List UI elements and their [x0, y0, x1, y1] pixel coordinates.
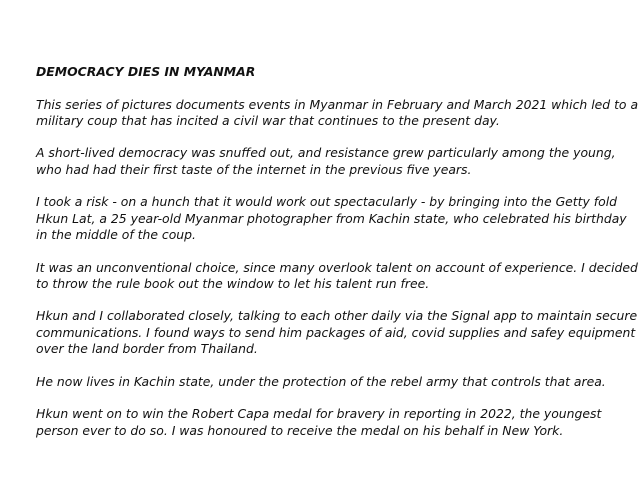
- paragraph-line: who had had their first taste of the internet in the previous five years.: [36, 161, 472, 177]
- paragraph-line: He now lives in Kachin state, under the protection of the rebel army that controls that area.: [36, 373, 606, 389]
- paragraph-line: Hkun went on to win the Robert Capa medal for bravery in reporting in 2022, the youngest: [36, 406, 602, 422]
- paragraph-line: It was an unconventional choice, since many overlook talent on account of experience. I decided: [36, 259, 638, 275]
- paragraph-line: communications. I found ways to send him packages of aid, covid supplies and safey equipment: [36, 324, 636, 340]
- paragraph-intro: [36, 97, 640, 130]
- paragraph-democracy: [36, 145, 640, 178]
- paragraph-choice: [36, 260, 640, 293]
- paragraph-line: person ever to do so. I was honoured to receive the medal on his behalf in New York.: [36, 422, 564, 438]
- paragraph-risk: [36, 194, 640, 243]
- paragraph-kachin: [36, 374, 640, 390]
- paragraph-line: This series of pictures documents events in Myanmar in February and March 2021 which led to a: [36, 96, 639, 112]
- paragraph-line: to throw the rule book out the window to let his talent run free.: [36, 275, 430, 291]
- paragraph-line: Hkun Lat, a 25 year-old Myanmar photographer from Kachin state, who celebrated his birthday: [36, 210, 627, 226]
- document-title: DEMOCRACY DIES IN MYANMAR: [36, 64, 256, 79]
- paragraph-line: in the middle of the coup.: [36, 226, 196, 242]
- paragraph-line: Hkun and I collaborated closely, talking to each other daily via the Signal app to maintain secure: [36, 308, 638, 324]
- paragraph-line: military coup that has incited a civil war that continues to the present day.: [36, 112, 500, 128]
- paragraph-line: over the land border from Thailand.: [36, 341, 258, 357]
- paragraph-award: [36, 406, 640, 439]
- paragraph-collaboration: [36, 308, 640, 357]
- paragraph-line: I took a risk - on a hunch that it would work out spectacularly - by bringing into the Getty fold: [36, 194, 618, 210]
- paragraph-line: A short-lived democracy was snuffed out, and resistance grew particularly among the young,: [36, 145, 616, 161]
